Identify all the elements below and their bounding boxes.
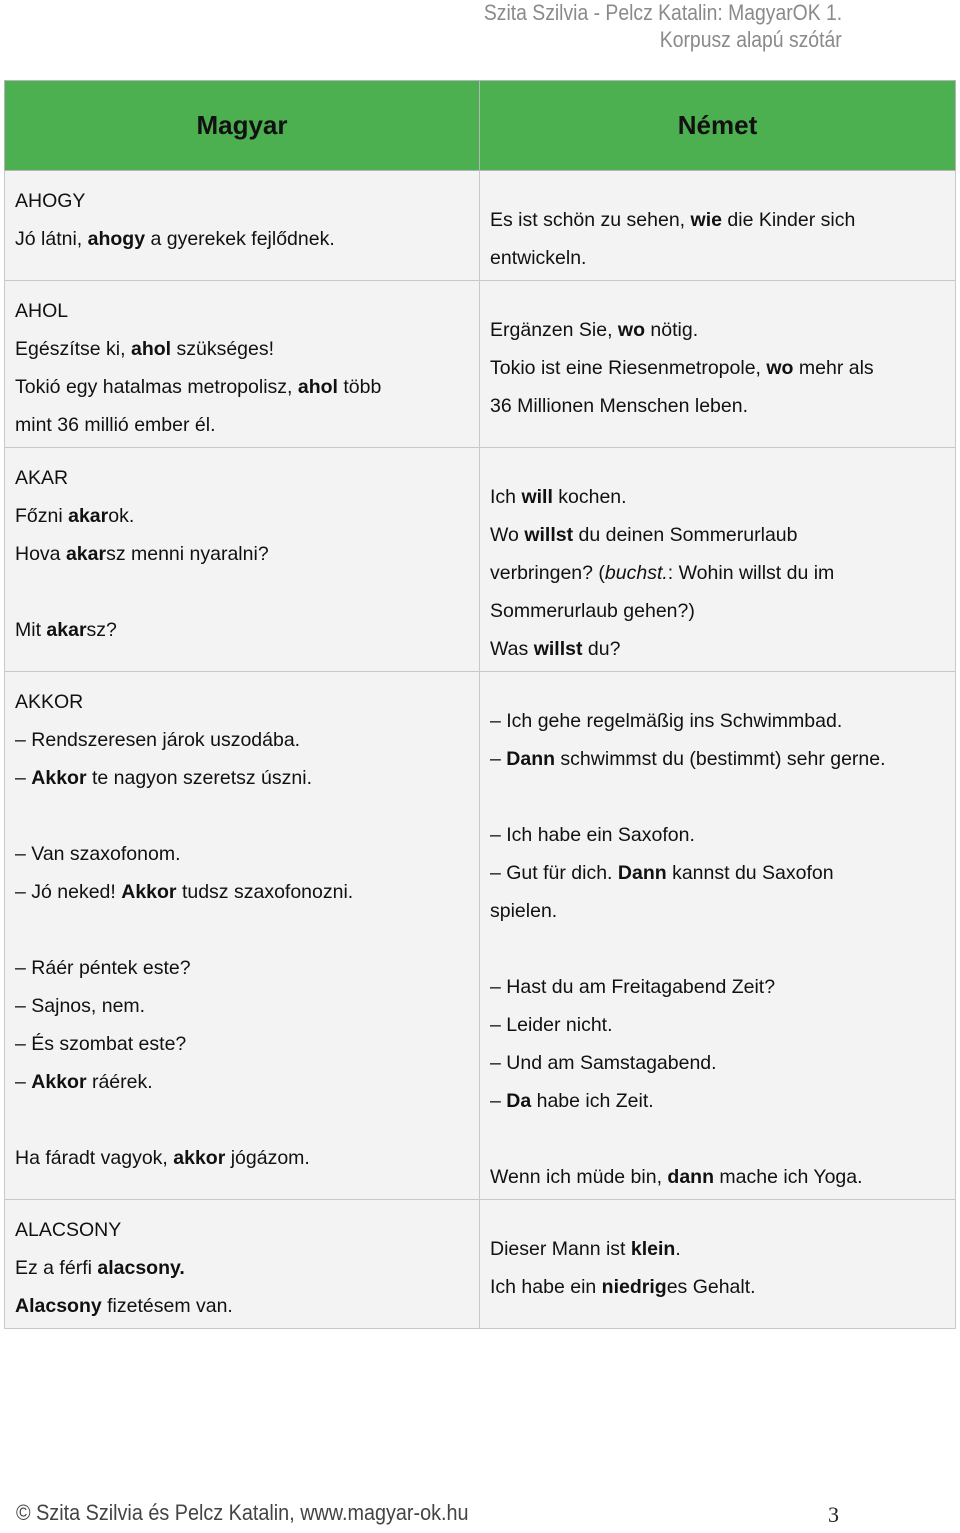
text-segment: a gyerekek fejlődnek.	[145, 228, 335, 250]
entry-line	[490, 1158, 945, 1196]
entry-line	[15, 1063, 469, 1101]
spacer	[15, 1101, 469, 1139]
text-segment: fizetésem van.	[101, 1295, 233, 1317]
entry-line	[490, 740, 945, 778]
text-segment: jógázom.	[225, 1147, 310, 1169]
text-segment: – És szombat este?	[15, 1033, 187, 1055]
entry-line	[490, 239, 945, 277]
text-segment: szükséges!	[171, 338, 275, 360]
keyword: Dann	[617, 862, 667, 884]
keyword: niedrig	[601, 1276, 667, 1298]
keyword: klein	[630, 1238, 676, 1260]
entry-line	[15, 683, 469, 721]
text-segment: –	[490, 748, 507, 770]
entry-line	[490, 554, 945, 592]
text-segment: tudsz szaxofonozni.	[176, 881, 354, 903]
spacer	[15, 573, 469, 611]
keyword: will	[521, 486, 553, 508]
text-segment: sz menni nyaralni?	[106, 543, 269, 565]
german-cell	[480, 672, 956, 1200]
page-number: 3	[828, 1502, 839, 1527]
text-segment: – Und am Samstagabend.	[490, 1052, 717, 1074]
entry-line	[490, 854, 945, 892]
entry-line	[490, 349, 945, 387]
entry-line	[15, 1249, 469, 1287]
table-row	[5, 281, 956, 448]
text-segment: schwimmst du (bestimmt) sehr gerne.	[555, 748, 886, 770]
entry-line	[490, 387, 945, 425]
text-segment: több	[337, 376, 382, 398]
text-segment: : Wohin willst du im	[667, 562, 835, 584]
column-header-german: Német	[480, 81, 956, 171]
text-segment: Was	[490, 638, 534, 660]
text-segment: kochen.	[552, 486, 627, 508]
text-segment: AHOL	[15, 300, 69, 322]
keyword: akar	[46, 619, 87, 641]
keyword: ahol	[297, 376, 338, 398]
entry-line	[15, 1139, 469, 1177]
entry-line	[15, 406, 469, 444]
entry-line	[15, 1025, 469, 1063]
keyword: Dann	[506, 748, 556, 770]
text-segment: –	[15, 1071, 32, 1093]
keyword: Akkor	[31, 1071, 87, 1093]
keyword: willst	[533, 638, 583, 660]
entry-line	[490, 702, 945, 740]
text-segment: – Rendszeresen járok uszodába.	[15, 729, 301, 751]
entry-line	[15, 459, 469, 497]
entry-line	[15, 873, 469, 911]
text-segment: mint 36 millió ember él.	[15, 414, 216, 436]
spacer	[490, 930, 945, 968]
text-segment: Ha fáradt vagyok,	[15, 1147, 174, 1169]
text-segment: – Ich gehe regelmäßig ins Schwimmbad.	[490, 710, 843, 732]
text-segment: nötig.	[645, 319, 699, 341]
text-segment: Ich habe ein	[490, 1276, 602, 1298]
entry-line	[490, 1006, 945, 1044]
hungarian-cell	[5, 672, 480, 1200]
text-segment: sz?	[86, 619, 117, 641]
entry-line	[490, 1082, 945, 1120]
text-segment: –	[15, 767, 32, 789]
keyword: ahogy	[87, 228, 146, 250]
entry-line	[490, 630, 945, 668]
abbreviation: buchst.	[604, 562, 668, 584]
keyword: akar	[65, 543, 107, 565]
text-segment: Wenn ich müde bin,	[490, 1166, 668, 1188]
text-segment: AHOGY	[15, 190, 86, 212]
table-row	[5, 672, 956, 1200]
dictionary-table	[4, 80, 956, 1329]
text-segment: Ich	[490, 486, 522, 508]
entry-line	[490, 311, 945, 349]
text-segment: – Gut für dich.	[490, 862, 618, 884]
text-segment: – Jó neked!	[15, 881, 122, 903]
text-segment: – Ráér péntek este?	[15, 957, 191, 979]
german-cell	[480, 448, 956, 672]
keyword: alacsony.	[97, 1257, 185, 1279]
entry-line	[15, 835, 469, 873]
german-cell	[480, 1200, 956, 1329]
text-segment: ráérek.	[86, 1071, 153, 1093]
text-segment: ok.	[108, 505, 135, 527]
entry-line	[15, 1287, 469, 1325]
hungarian-cell	[5, 281, 480, 448]
table-row	[5, 171, 956, 281]
entry-line	[15, 721, 469, 759]
entry-line	[15, 611, 469, 649]
text-segment: kannst du Saxofon	[666, 862, 834, 884]
keyword: akar	[68, 505, 109, 527]
text-segment: Dieser Mann ist	[490, 1238, 631, 1260]
text-segment: Hova	[15, 543, 66, 565]
text-segment: mache ich Yoga.	[714, 1166, 863, 1188]
entry-line	[15, 182, 469, 220]
entry-line	[15, 368, 469, 406]
column-header-hungarian: Magyar	[5, 81, 480, 171]
text-segment: Es ist schön zu sehen,	[490, 209, 691, 231]
text-segment: – Sajnos, nem.	[15, 995, 146, 1017]
entry-line	[490, 478, 945, 516]
table-row	[5, 448, 956, 672]
text-segment: – Leider nicht.	[490, 1014, 613, 1036]
text-segment: entwickeln.	[490, 247, 587, 269]
text-segment: spielen.	[490, 900, 558, 922]
text-segment: die Kinder sich	[721, 209, 856, 231]
german-cell	[480, 171, 956, 281]
text-segment: – Van szaxofonom.	[15, 843, 181, 865]
entry-line	[490, 892, 945, 930]
hungarian-cell	[5, 171, 480, 281]
text-segment: Ez a férfi	[15, 1257, 98, 1279]
text-segment: Ergänzen Sie,	[490, 319, 618, 341]
entry-line	[15, 497, 469, 535]
text-segment: verbringen? (	[490, 562, 605, 584]
entry-line	[490, 1268, 945, 1306]
text-segment: Wo	[490, 524, 525, 546]
keyword: dann	[667, 1166, 714, 1188]
entry-line	[15, 949, 469, 987]
text-segment: Mit	[15, 619, 47, 641]
text-segment: du?	[582, 638, 621, 660]
entry-line	[490, 1044, 945, 1082]
text-segment: es Gehalt.	[666, 1276, 756, 1298]
header-subtitle: Korpusz alapú szótár	[660, 27, 842, 52]
entry-line	[15, 535, 469, 573]
text-segment: mehr als	[793, 357, 874, 379]
keyword: wie	[690, 209, 722, 231]
text-segment: ALACSONY	[15, 1219, 122, 1241]
text-segment: .	[675, 1238, 681, 1260]
entry-line	[490, 516, 945, 554]
spacer	[15, 911, 469, 949]
text-segment: AKAR	[15, 467, 69, 489]
keyword: Alacsony	[15, 1295, 102, 1317]
entry-line	[15, 292, 469, 330]
text-segment: te nagyon szeretsz úszni.	[86, 767, 312, 789]
spacer	[490, 1120, 945, 1158]
table-row	[5, 1200, 956, 1329]
keyword: ahol	[130, 338, 172, 360]
keyword: Akkor	[121, 881, 177, 903]
header-title: Szita Szilvia - Pelcz Katalin: MagyarOK 1.	[483, 0, 842, 25]
entry-line	[15, 1211, 469, 1249]
text-segment: – Hast du am Freitagabend Zeit?	[490, 976, 776, 998]
hungarian-cell	[5, 1200, 480, 1329]
text-segment: Tokio ist eine Riesenmetropole,	[490, 357, 767, 379]
spacer	[15, 797, 469, 835]
entry-line	[15, 330, 469, 368]
text-segment: – Ich habe ein Saxofon.	[490, 824, 695, 846]
text-segment: Egészítse ki,	[15, 338, 131, 360]
entry-line	[490, 968, 945, 1006]
keyword: akkor	[173, 1147, 226, 1169]
text-segment: –	[490, 1090, 507, 1112]
keyword: Akkor	[31, 767, 87, 789]
keyword: wo	[617, 319, 646, 341]
text-segment: du deinen Sommerurlaub	[573, 524, 798, 546]
text-segment: Főzni	[15, 505, 69, 527]
text-segment: Jó látni,	[15, 228, 88, 250]
spacer	[490, 778, 945, 816]
entry-line	[490, 816, 945, 854]
hungarian-cell	[5, 448, 480, 672]
footer-copyright: © Szita Szilvia és Pelcz Katalin, www.magyar-ok.hu	[16, 1500, 469, 1525]
entry-line	[15, 220, 469, 258]
keyword: willst	[524, 524, 574, 546]
entry-line	[15, 987, 469, 1025]
keyword: Da	[506, 1090, 532, 1112]
text-segment: 36 Millionen Menschen leben.	[490, 395, 748, 417]
entry-line	[490, 1230, 945, 1268]
german-cell	[480, 281, 956, 448]
entry-line	[490, 201, 945, 239]
entry-line	[490, 592, 945, 630]
text-segment: Sommerurlaub gehen?)	[490, 600, 695, 622]
keyword: wo	[766, 357, 794, 379]
text-segment: habe ich Zeit.	[531, 1090, 654, 1112]
text-segment: Tokió egy hatalmas metropolisz,	[15, 376, 298, 398]
entry-line	[15, 759, 469, 797]
text-segment: AKKOR	[15, 691, 84, 713]
